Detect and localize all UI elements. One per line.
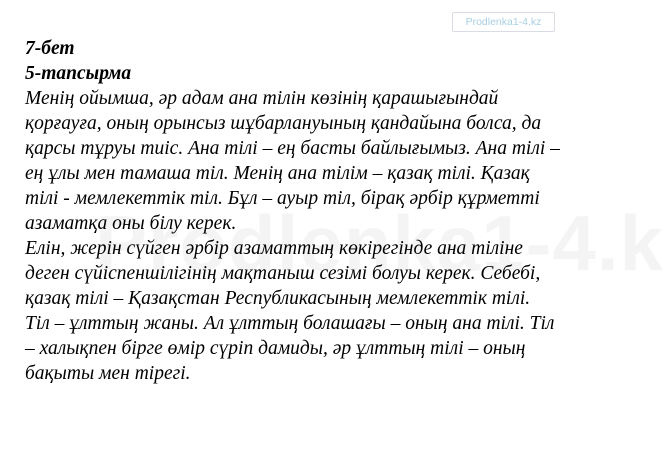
text-lines [25, 86, 655, 386]
text-line: ең ұлы мен тамаша тіл. Менің ана тілім – қазақ тілі. Қазақ [25, 163, 530, 184]
text-line: қазақ тілі – Қазақстан Республикасының мемлекеттік тілі. [25, 288, 531, 309]
task-label: 5-тапсырма [25, 63, 132, 84]
page-label: 7-бет [25, 38, 75, 59]
text-line: Тіл – ұлттың жаны. Ал ұлттың болашағы – оның ана тілі. Тіл [25, 313, 555, 334]
text-line: тілі - мемлекеттік тіл. Бұл – ауыр тіл, бірақ әрбір құрметті [25, 188, 540, 209]
text-line: бақыты мен тірегі. [25, 363, 191, 384]
text-line: қарсы тұруы тиіс. Ана тілі – ең басты байлығымыз. Ана тілі – [25, 138, 560, 159]
watermark-logo: Prodlenka1-4.kz [452, 12, 555, 32]
text-line: Менің ойымша, әр адам ана тілін көзінің қарашығындай [25, 88, 499, 109]
text-line: деген сүйіспеншілігінің мақтаныш сезімі болуы керек. Себебі, [25, 263, 541, 284]
text-line: қорғауға, оның орынсыз шұбарлануының қандайына болса, да [25, 113, 542, 134]
text-line: – халықпен бірге өмір сүріп дамиды, әр ұлттың тілі – оның [25, 338, 526, 359]
document-body [25, 36, 655, 386]
text-line: азаматқа оны білу керек. [25, 213, 237, 234]
text-line: Елін, жерін сүйген әрбір азаматтың көкірегінде ана тіліне [25, 238, 523, 259]
